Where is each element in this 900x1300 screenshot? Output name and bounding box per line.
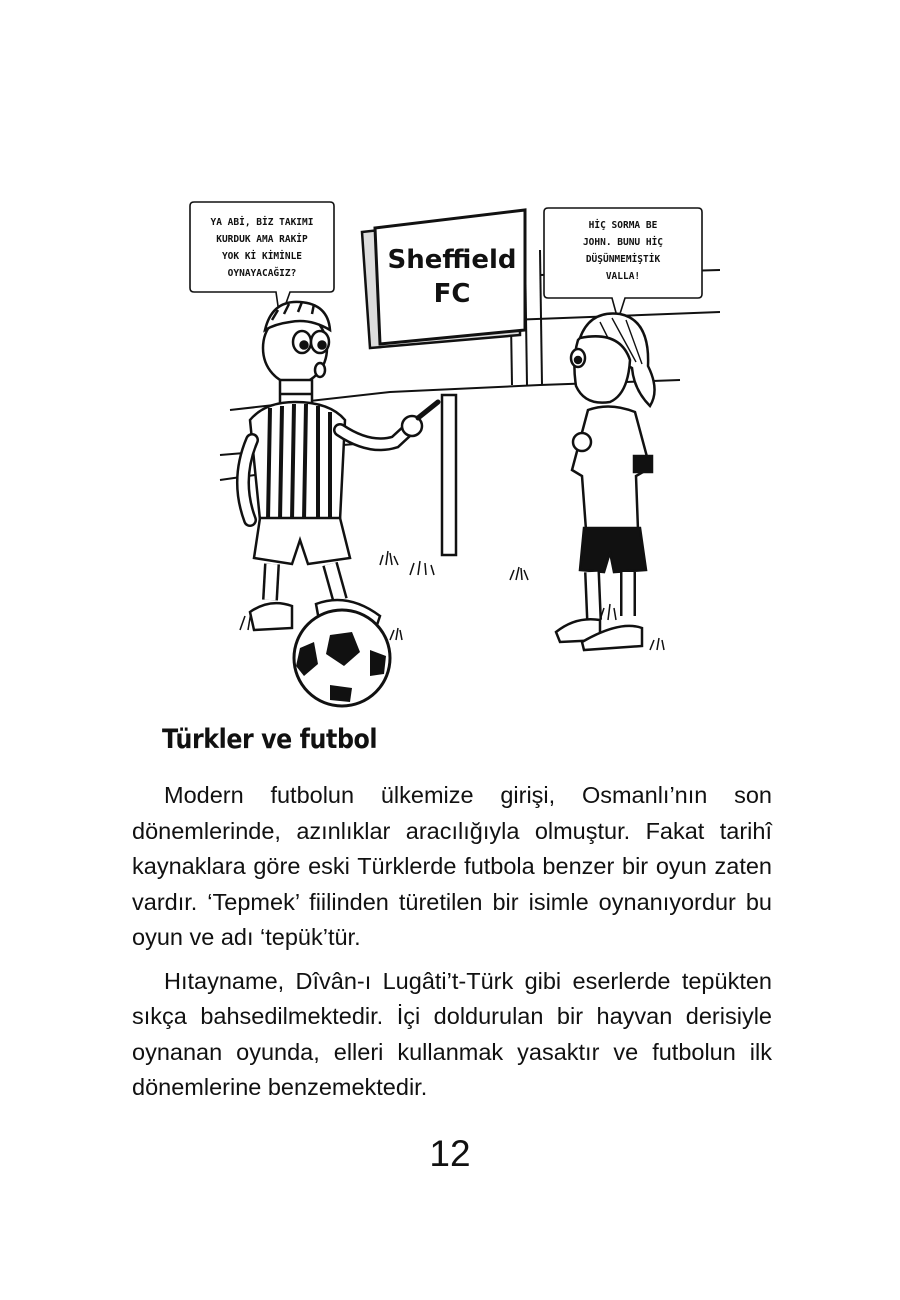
left-bubble-line-3: YOK Kİ KİMİNLE <box>221 251 303 262</box>
cartoon-illustration <box>180 180 720 710</box>
right-speech-bubble <box>544 208 702 320</box>
right-player-figure <box>556 314 655 651</box>
right-bubble-line-1: HİÇ SORMA BE <box>588 220 658 231</box>
right-bubble-line-2: JOHN. BUNU HİÇ <box>582 237 664 248</box>
football <box>294 610 390 706</box>
left-bubble-line-2: KURDUK AMA RAKİP <box>216 234 308 245</box>
sign-line-1: Sheffield <box>387 245 517 275</box>
left-bubble-line-1: YA ABİ, BİZ TAKIMI <box>210 217 314 228</box>
left-bubble-line-4: OYNAYACAĞIZ? <box>227 268 297 279</box>
paragraph-2: Hıtayname, Dîvân-ı Lugâti’t-Türk gibi eserlerde tepükten sıkça bahsedilmektedir. İçi doldurulan bir hayvan derisiyle oynanan oyunda, elleri kullanmak yasaktır ve futbolun ilk dönemlerine benzemektedir. <box>132 967 772 1100</box>
sheffield-sign <box>362 210 525 555</box>
section-title: Türkler ve futbol <box>162 724 378 755</box>
body-text <box>132 778 772 1114</box>
left-player-figure <box>243 302 438 630</box>
left-speech-bubble <box>190 202 334 320</box>
paragraph-1: Modern futbolun ülkemize girişi, Osmanlı’nın son dönemlerinde, azınlıklar aracılığıyla olmuştur. Fakat tarihî kaynaklara göre eski Türklerde futbola benzer bir oyun zaten vardır. ‘Tepmek’ fiilinden türetilen bir isimle oynanıyordur bu oyun ve adı ‘tepük’tür. <box>132 782 772 950</box>
right-bubble-line-3: DÜŞÜNMEMİŞTİK <box>585 254 661 265</box>
right-bubble-line-4: VALLA! <box>605 271 641 282</box>
page-number: 12 <box>429 1133 471 1174</box>
sign-line-2: FC <box>433 279 471 309</box>
